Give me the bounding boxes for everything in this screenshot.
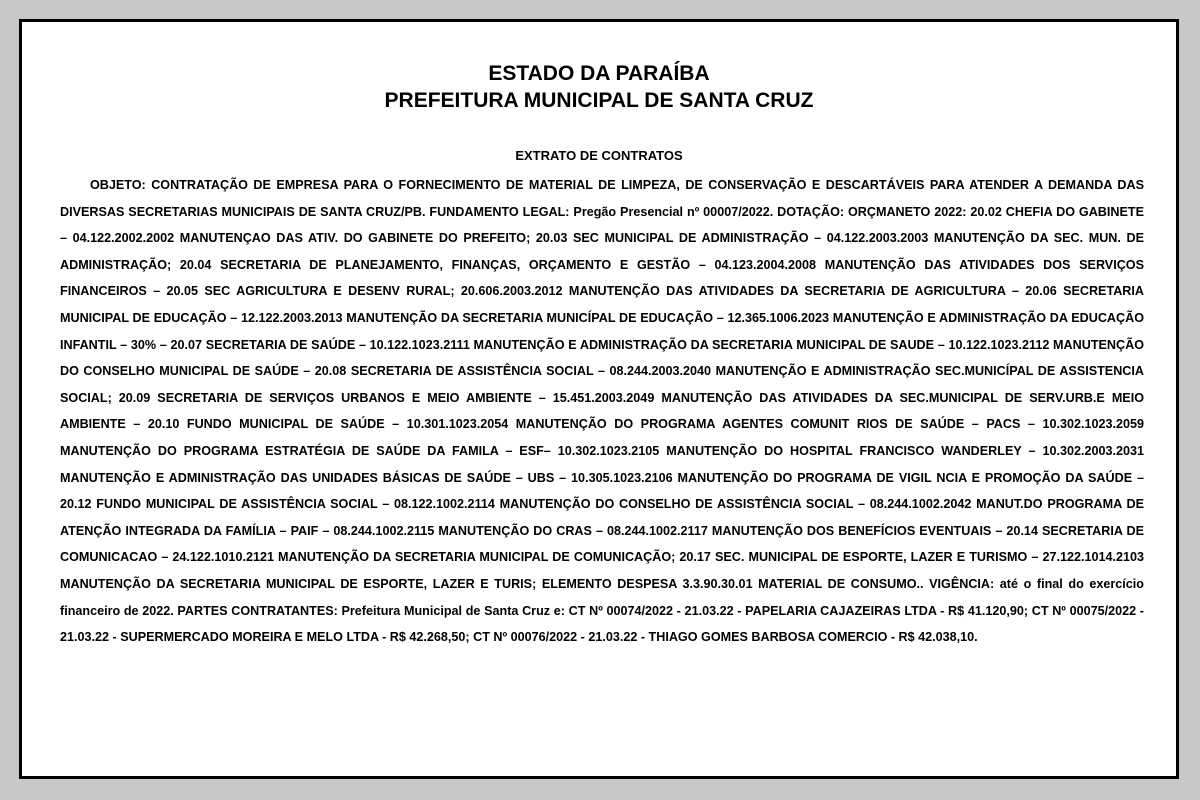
document-frame bbox=[19, 19, 1179, 779]
state-title: ESTADO DA PARAÍBA bbox=[488, 62, 710, 85]
prefecture-title: PREFEITURA MUNICIPAL DE SANTA CRUZ bbox=[384, 89, 814, 112]
document-header bbox=[22, 60, 1176, 114]
contract-extract-body: OBJETO: CONTRATAÇÃO DE EMPRESA PARA O FORNECIMENTO DE MATERIAL DE LIMPEZA, DE CONSERVAÇÃO E DESCARTÁVEIS PARA ATENDER A DEMANDA DAS DIVERSAS SECRETARIAS MUNICIPAIS DE SANTA CRUZ/PB. FUNDAMENTO LEGAL: Pregão Presencial nº 00007/2022. DOTAÇÃO: ORÇMANETO 2022: 20.02 CHEFIA DO GABINETE – 04.122.2002.2002 MANUTENÇAO DAS ATIV. DO GABINETE DO PREFEITO; 20.03 SEC MUNICIPAL DE ADMINISTRAÇÃO – 04.122.2003.2003 MANUTENÇÃO DA SEC. MUN. DE ADMINISTRAÇÃO; 20.04 SECRETARIA DE PLANEJAMENTO, FINANÇAS, ORÇAMENTO E GESTÃO – 04.123.2004.2008 MANUTENÇÃO DAS ATIVIDADES DOS SERVIÇOS FINANCEIROS – 20.05 SEC AGRICULTURA E DESENV RURAL; 20.606.2003.2012 MANUTENÇÃO DAS ATIVIDADES DA SECRETARIA DE AGRICULTURA – 20.06 SECRETARIA MUNICIPAL DE EDUCAÇÃO – 12.122.2003.2013 MANUTENÇÃO DA SECRETARIA MUNICÍPAL DE EDUCAÇÃO – 12.365.1006.2023 MANUTENÇÃO E ADMINISTRAÇÃO DA EDUCAÇÃO INFANTIL – 30% – 20.07 SECRETARIA DE SAÚDE – 10.122.1023.2111 MANUTENÇÃO E ADMINISTRAÇÃO DA SECRETARIA MUNICIPAL DE SAUDE – 10.122.1023.2112 MANUTENÇÃO DO CONSELHO MUNICIPAL DE SAÚDE – 20.08 SECRETARIA DE ASSISTÊNCIA SOCIAL – 08.244.2003.2040 MANUTENÇÃO E ADMINISTRAÇÃO SEC.MUNICÍPAL DE ASSISTENCIA SOCIAL; 20.09 SECRETARIA DE SERVIÇOS URBANOS E MEIO AMBIENTE – 15.451.2003.2049 MANUTENÇÃO DAS ATIVIDADES DA SEC.MUNICIPAL DE SERV.URB.E MEIO AMBIENTE – 20.10 FUNDO MUNICIPAL DE SAÚDE – 10.301.1023.2054 MANUTENÇÃO DO PROGRAMA AGENTES COMUNIT RIOS DE SAÚDE – PACS – 10.302.1023.2059 MANUTENÇÃO DO PROGRAMA ESTRATÉGIA DE SAÚDE DA FAMILA – ESF– 10.302.1023.2105 MANUTENÇÃO DO HOSPITAL FRANCISCO WANDERLEY – 10.302.2003.2031 MANUTENÇÃO E ADMINISTRAÇÃO DAS UNIDADES BÁSICAS DE SAÚDE – UBS – 10.305.1023.2106 MANUTENÇÃO DO PROGRAMA DE VIGIL NCIA E PROMOÇÃO DA SAÚDE – 20.12 FUNDO MUNICIPAL DE ASSISTÊNCIA SOCIAL – 08.122.1002.2114 MANUTENÇÃO DO CONSELHO DE ASSISTÊNCIA SOCIAL – 08.244.1002.2042 MANUT.DO PROGRAMA DE ATENÇÃO INTEGRADA DA FAMÍLIA – PAIF – 08.244.1002.2115 MANUTENÇÃO DO CRAS – 08.244.1002.2117 MANUTENÇÃO DOS BENEFÍCIOS EVENTUAIS – 20.14 SECRETARIA DE COMUNICACAO – 24.122.1010.2121 MANUTENÇÃO DA SECRETARIA MUNICIPAL DE COMUNICAÇÃO; 20.17 SEC. MUNICIPAL DE ESPORTE, LAZER E TURISMO – 27.122.1014.2103 MANUTENÇÃO DA SECRETARIA MUNICIPAL DE ESPORTE, LAZER E TURIS; ELEMENTO DESPESA 3.3.90.30.01 MATERIAL DE CONSUMO.. VIGÊNCIA: até o final do exercício financeiro de 2022. PARTES CONTRATANTES: Prefeitura Municipal de Santa Cruz e: CT Nº 00074/2022 - 21.03.22 - PAPELARIA CAJAZEIRAS LTDA - R$ 41.120,90; CT Nº 00075/2022 - 21.03.22 - SUPERMERCADO MOREIRA E MELO LTDA - R$ 42.268,50; CT Nº 00076/2022 - 21.03.22 - THIAGO GOMES BARBOSA COMERCIO - R$ 42.038,10. bbox=[60, 178, 1144, 645]
section-title: EXTRATO DE CONTRATOS bbox=[515, 148, 683, 163]
